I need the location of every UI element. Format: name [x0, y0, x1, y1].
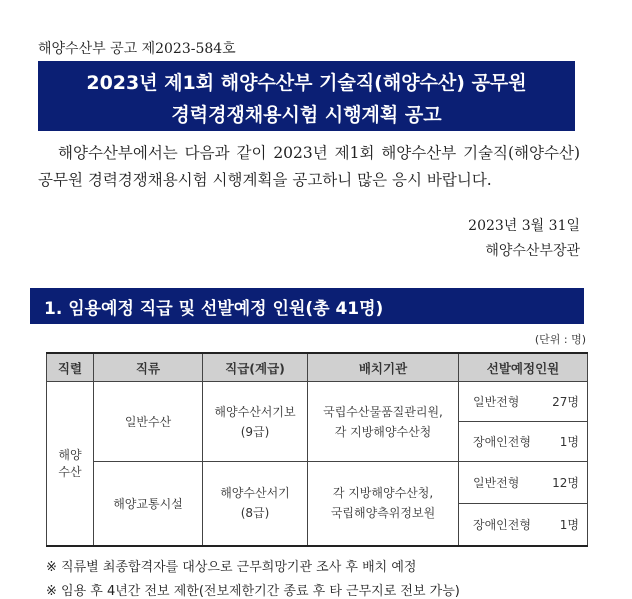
table-header-row [47, 353, 588, 382]
quota-count: 1명 [559, 517, 579, 532]
note-2: ※ 임용 후 4년간 전보 제한(전보제한기간 종료 후 타 근무지로 전보 가능) [46, 584, 460, 599]
column-header: 배치기관 [308, 353, 459, 382]
quota-count: 12명 [552, 476, 579, 490]
quota-cell [459, 382, 588, 422]
agency-cell: 각 지방해양수산청, 국립해양측위정보원 [308, 462, 459, 546]
agency-cell: 국립수산물품질관리원, 각 지방해양수산청 [308, 382, 459, 462]
column-header: 직렬 [47, 353, 94, 382]
category-cell: 해양교통시설 [94, 462, 203, 546]
quota-type: 일반전형 [473, 395, 520, 409]
table-row [47, 382, 588, 422]
quota-cell [459, 422, 588, 462]
unit-label: (단위 : 명) [534, 333, 586, 346]
quota-type: 장애인전형 [473, 517, 531, 532]
recruitment-table [46, 352, 588, 547]
notice-number: 해양수산부 공고 제2023-584호 [38, 41, 236, 57]
category-cell: 일반수산 [94, 382, 203, 462]
quota-type: 장애인전형 [473, 435, 531, 449]
grade-cell: 해양수산서기 (8급) [203, 462, 308, 546]
section-heading [30, 288, 584, 324]
title-banner [38, 61, 575, 131]
quota-cell [459, 462, 588, 504]
series-cell: 해양 수산 [47, 382, 94, 546]
notice-date: 2023년 3월 31일 [468, 218, 580, 234]
title-line-2: 경력경쟁채용시험 시행계획 공고 [171, 104, 442, 126]
column-header: 직류 [94, 353, 203, 382]
title-line-1: 2023년 제1회 해양수산부 기술직(해양수산) 공무원 [86, 72, 527, 94]
column-header: 선발예정인원 [459, 353, 588, 382]
quota-count: 1명 [559, 435, 579, 449]
quota-count: 27명 [552, 395, 579, 409]
section-heading-text: 1. 임용예정 직급 및 선발예정 인원(총 41명) [44, 298, 384, 319]
quota-type: 일반전형 [473, 476, 520, 490]
issuer: 해양수산부장관 [485, 243, 580, 259]
grade-cell: 해양수산서기보 (9급) [203, 382, 308, 462]
intro-paragraph: 해양수산부에서는 다음과 같이 2023년 제1회 해양수산부 기술직(해양수산) 공무원 경력경쟁채용시험 시행계획을 공고하니 많은 응시 바랍니다. [38, 144, 580, 189]
note-1: ※ 직류별 최종합격자를 대상으로 근무희망기관 조사 후 배치 예정 [46, 560, 417, 575]
table-row [47, 462, 588, 504]
column-header: 직급(계급) [203, 353, 308, 382]
quota-cell [459, 504, 588, 546]
